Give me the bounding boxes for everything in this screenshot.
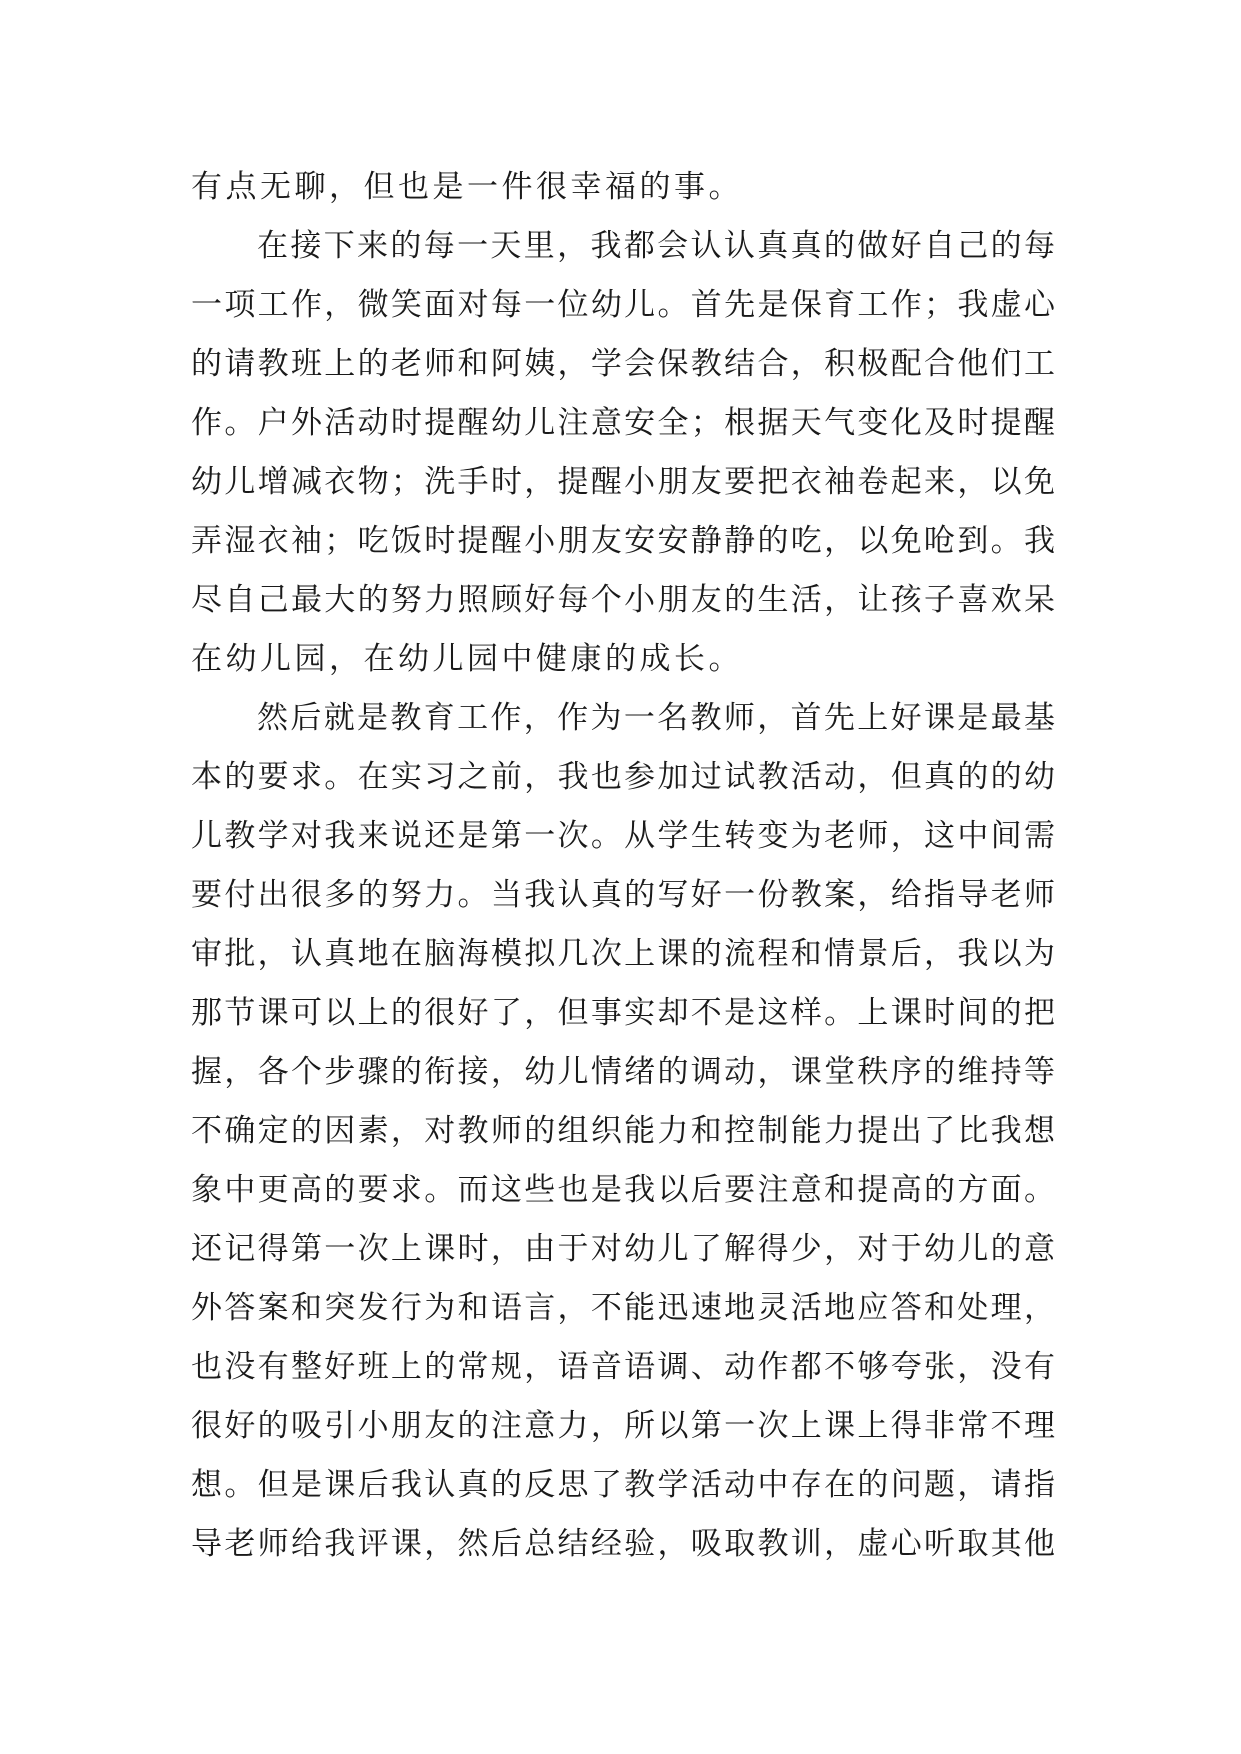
- text-line: 审批，认真地在脑海模拟几次上课的流程和情景后，我以为: [191, 936, 1055, 972]
- text-line: 有点无聊，但也是一件很幸福的事。: [191, 169, 743, 205]
- text-line: 导老师给我评课，然后总结经验，吸取教训，虚心听取其他: [191, 1526, 1055, 1562]
- text-line: 儿教学对我来说还是第一次。从学生转变为老师，这中间需: [191, 818, 1055, 854]
- text-line: 幼儿增减衣物；洗手时，提醒小朋友要把衣袖卷起来，以免: [191, 464, 1055, 500]
- paragraph: [191, 689, 1055, 1574]
- text-line: 还记得第一次上课时，由于对幼儿了解得少，对于幼儿的意: [191, 1231, 1055, 1267]
- text-line: 本的要求。在实习之前，我也参加过试教活动，但真的的幼: [191, 759, 1055, 795]
- text-line: 在接下来的每一天里，我都会认认真真的做好自己的每: [257, 228, 1055, 264]
- text-line: 想。但是课后我认真的反思了教学活动中存在的问题，请指: [191, 1467, 1055, 1503]
- text-line: 那节课可以上的很好了，但事实却不是这样。上课时间的把: [191, 995, 1055, 1031]
- paragraph: [191, 217, 1055, 689]
- text-line: 弄湿衣袖；吃饭时提醒小朋友安安静静的吃，以免呛到。我: [191, 523, 1055, 559]
- text-line: 在幼儿园，在幼儿园中健康的成长。: [191, 641, 743, 677]
- text-line: 的请教班上的老师和阿姨，学会保教结合，积极配合他们工: [191, 346, 1055, 382]
- text-line: 外答案和突发行为和语言，不能迅速地灵活地应答和处理，: [191, 1290, 1055, 1326]
- text-line: 很好的吸引小朋友的注意力，所以第一次上课上得非常不理: [191, 1408, 1055, 1444]
- text-line: 不确定的因素，对教师的组织能力和控制能力提出了比我想: [191, 1113, 1055, 1149]
- text-line: 也没有整好班上的常规，语音语调、动作都不够夸张，没有: [191, 1349, 1055, 1385]
- text-line: 尽自己最大的努力照顾好每个小朋友的生活，让孩子喜欢呆: [191, 582, 1055, 618]
- text-line: 作。户外活动时提醒幼儿注意安全；根据天气变化及时提醒: [191, 405, 1055, 441]
- text-line: 然后就是教育工作，作为一名教师，首先上好课是最基: [257, 700, 1055, 736]
- text-line: 要付出很多的努力。当我认真的写好一份教案，给指导老师: [191, 877, 1055, 913]
- paragraph: [191, 158, 1055, 217]
- text-line: 象中更高的要求。而这些也是我以后要注意和提高的方面。: [191, 1172, 1055, 1208]
- text-line: 一项工作，微笑面对每一位幼儿。首先是保育工作；我虚心: [191, 287, 1055, 323]
- text-line: 握，各个步骤的衔接，幼儿情绪的调动，课堂秩序的维持等: [191, 1054, 1055, 1090]
- document-body: [191, 158, 1055, 1574]
